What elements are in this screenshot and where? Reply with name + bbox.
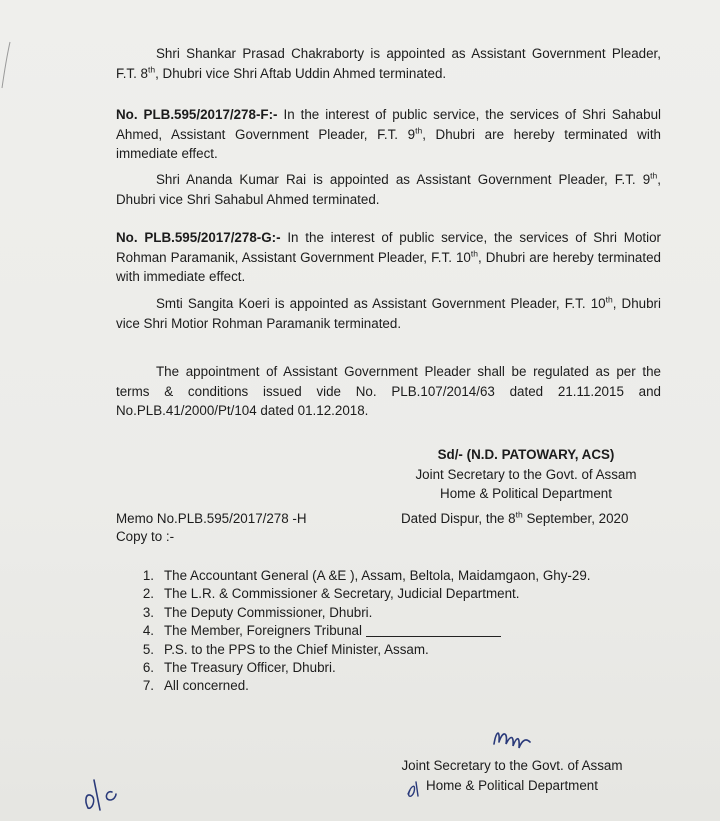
signatory-name: Sd/- (N.D. PATOWARY, ACS): [437, 447, 615, 462]
signature-block-top: [396, 445, 656, 504]
paragraph-text: Shri Shankar Prasad Chakraborty is appointed as Assistant Government Pleader, F.T. 8: [116, 46, 661, 81]
list-text: The Treasury Officer, Dhubri.: [164, 659, 336, 675]
list-text: P.S. to the PPS to the Chief Minister, Assam.: [164, 641, 429, 657]
list-number: 5.: [142, 641, 154, 657]
margin-handwriting: [78, 770, 128, 814]
paragraph-text: , Dhubri vice Shri Aftab Uddin Ahmed terminated.: [155, 65, 447, 81]
list-item: [130, 676, 591, 694]
regulation-paragraph: [116, 362, 661, 421]
list-number: 1.: [142, 568, 154, 583]
order-paragraph-g: [116, 228, 661, 287]
list-item: [130, 584, 591, 602]
superscript: th: [415, 125, 423, 136]
paragraph-text: , Dhubri vice Shri Sahabul Ahmed terminated.: [116, 172, 661, 207]
signatory-department: Home & Political Department: [440, 486, 612, 501]
list-number: 6.: [142, 659, 154, 675]
copy-recipient-list: [130, 566, 591, 695]
list-number: 2.: [142, 586, 154, 602]
paragraph-text: In the interest of public service, the services of Shri Motior Rohman Paramanik, Assistant Government Pleader, F.T. 10: [116, 230, 661, 265]
date-text: September, 2020: [522, 511, 629, 526]
superscript: th: [470, 248, 478, 259]
copy-to-text: Copy to :-: [116, 529, 175, 544]
list-number: 7.: [142, 678, 154, 694]
list-text: The Accountant General (A &E ), Assam, Beltola, Maidamgaon, Ghy-29.: [164, 568, 591, 583]
copy-to-label: [116, 527, 174, 547]
order-paragraph-f: [116, 105, 661, 164]
paragraph-text: , Dhubri are hereby terminated with immediate effect.: [116, 249, 661, 284]
list-number: 3.: [142, 604, 154, 620]
appointment-paragraph-1: [116, 44, 661, 83]
pen-mark: [404, 778, 424, 800]
blank-fill-line: [366, 636, 501, 637]
handwritten-initials: [486, 722, 536, 754]
paragraph-text: Smti Sangita Koeri is appointed as Assistant Government Pleader, F.T. 10: [156, 296, 606, 311]
list-number: 4.: [142, 623, 154, 639]
paragraph-text: , Dhubri vice Shri Motior Rohman Paramanik terminated.: [116, 296, 661, 331]
list-text: The Deputy Commissioner, Dhubri.: [164, 604, 373, 620]
signature-block-bottom: [392, 756, 632, 795]
superscript: th: [148, 64, 156, 75]
memo-number-g: No. PLB.595/2017/278-G:-: [116, 230, 281, 245]
appointment-paragraph-3: [116, 294, 661, 333]
dated-line: [401, 509, 628, 529]
date-text: Dated Dispur, the 8: [401, 511, 516, 526]
memo-number-f: No. PLB.595/2017/278-F:-: [116, 107, 278, 122]
list-text: The L.R. & Commissioner & Secretary, Judicial Department.: [164, 586, 520, 602]
margin-stroke: [0, 40, 12, 90]
paragraph-text: Shri Ananda Kumar Rai is appointed as Assistant Government Pleader, F.T. 9: [156, 172, 651, 187]
list-item: [130, 640, 591, 658]
signatory-department: Home & Political Department: [426, 777, 598, 793]
appointment-paragraph-2: [116, 170, 661, 209]
paragraph-text: , Dhubri are hereby terminated with immediate effect.: [116, 126, 661, 161]
signatory-title: Joint Secretary to the Govt. of Assam: [415, 466, 637, 482]
memo-number-line: [116, 509, 307, 529]
signatory-title: Joint Secretary to the Govt. of Assam: [401, 758, 623, 773]
list-text: All concerned.: [164, 678, 249, 694]
superscript: th: [650, 170, 658, 181]
list-item: [130, 603, 591, 621]
list-item: [130, 621, 591, 639]
paragraph-text: The appointment of Assistant Government Pleader shall be regulated as per the terms & conditions issued vide No. PLB.107/2014/63 dated 21.11.2015 and No.PLB.41/2000/Pt/104 dated 01.12.2018.: [116, 364, 661, 418]
memo-number-h: Memo No.PLB.595/2017/278 -H: [116, 511, 307, 526]
paragraph-text: In the interest of public service, the services of Shri Sahabul Ahmed, Assistant Government Pleader, F.T. 9: [116, 107, 661, 142]
list-text: The Member, Foreigners Tribunal: [164, 623, 362, 639]
list-item: [130, 566, 591, 584]
superscript: th: [515, 509, 523, 520]
list-item: [130, 658, 591, 676]
superscript: th: [605, 294, 613, 305]
